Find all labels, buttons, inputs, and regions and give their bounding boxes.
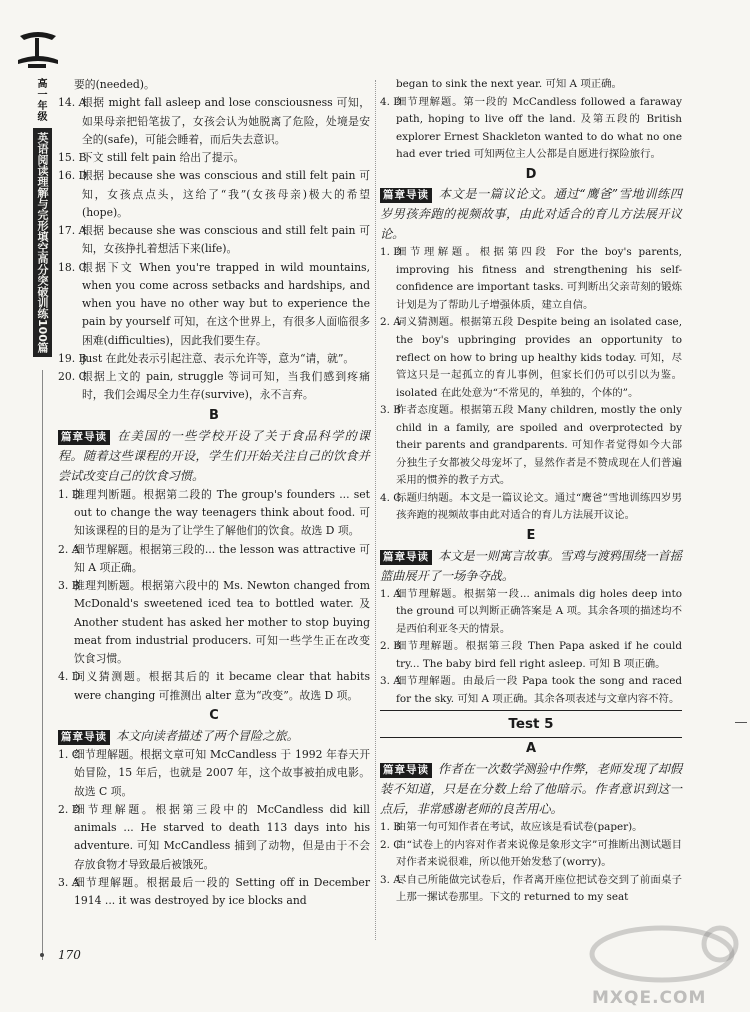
edge-mark <box>735 722 747 723</box>
answer-item <box>58 149 370 167</box>
grade-label: 高一年级 <box>35 78 46 122</box>
answer-number: 3. A <box>380 873 401 886</box>
answer-text: 细节理解题。根据第三段 Then Papa asked if he could try... The baby bird fell right asleep. 可知 B 项正确。 <box>396 640 682 670</box>
answer-number: 3. B <box>380 404 401 417</box>
answer-list-section-e <box>380 586 682 709</box>
reading-guide-badge: 篇章导读 <box>58 730 110 745</box>
answer-text: 作者态度题。根据第五段 Many children, mostly the only child in a family, are spoiled and overprotected by their parents and grandparents. 可知作者觉得如今大部分独生子女都被父母宠坏了，显然作者是不赞成现在人们普遍采用的惯养的教子方式。 <box>396 404 682 487</box>
test-heading: Test 5 <box>508 716 554 733</box>
answer-number: 16. D <box>58 169 88 183</box>
book-spine-margin <box>14 20 48 960</box>
answer-number: 1. D <box>58 487 81 501</box>
answer-text: 词义猜测题。根据第五段 Despite being an isolated case, the boy's upbringing provides an opportunity to reflect on how to bring up healthy kids today. 可知，尽管这只是一起孤立的育儿事例，但家长们仍可以引以为鉴。isolated 在此处意为“不常见的，单独的，个体的”。 <box>396 316 682 399</box>
answer-text: 细节理解题。由最后一段 Papa took the song and raced for the sky. 可知 A 项正确。其余各项表述与文章内容不符。 <box>396 675 682 705</box>
reading-guide-badge: 篇章导读 <box>380 188 432 203</box>
section-letter-d: D <box>525 166 537 182</box>
answer-text: 根据 because she was conscious and still felt pain 可知，女孩点点头，这给了“我”(女孩母亲)极大的希望(hope)。 <box>82 169 370 219</box>
answer-text: 词义猜测题。根据其后的 it became clear that habits were changing 可推测出 alter 意为“改变”。故选 D 项。 <box>74 670 370 702</box>
answer-number: 2. D <box>58 802 81 816</box>
answer-text: just 在此处表示引起注意、表示允许等，意为“请，就”。 <box>82 351 355 365</box>
reading-guide-badge: 篇章导读 <box>380 550 432 565</box>
answer-item <box>380 638 682 673</box>
answer-number: 1. A <box>380 587 401 600</box>
answer-item <box>380 402 682 490</box>
reading-guide-badge: 篇章导读 <box>380 763 432 778</box>
right-column <box>380 76 682 907</box>
intro-text: 本文是一篇议论文。通过“鹰爸”雪地训练四岁男孩奔跑的视频故事，由此对适合的育儿方法展开议论。 <box>380 187 682 242</box>
answer-number: 1. D <box>380 246 402 259</box>
answer-number: 1. C <box>58 748 80 761</box>
answer-number: 3. B <box>58 579 80 592</box>
answer-item <box>58 350 370 368</box>
section-letter-a: A <box>525 741 537 757</box>
column-divider <box>375 80 376 940</box>
answer-list-test5 <box>380 819 682 907</box>
answer-number: 4. D <box>380 95 402 108</box>
answer-text: 细节理解题。第一段的 McCandless followed a faraway path, hoping to live off the land. 及第五段的 British explorer Ernest Shackleton wanted to do what no one had ever tried 可知两位主人公都是自愿进行探险旅行。 <box>396 95 682 161</box>
answer-number: 3. A <box>58 875 80 889</box>
answer-text: 要的(needed)。 <box>74 78 155 91</box>
answer-text: 推理判断题。根据第二段的 The group's founders ... set out to change the way teenagers think about food. 可知该课程的目的是为了让学生了解他们的饮食。故选 D 项。 <box>74 487 370 538</box>
answer-item <box>380 94 682 164</box>
reading-guide-badge: 篇章导读 <box>58 430 110 445</box>
continued-text: began to sink the next year. 可知 A 项正确。 <box>396 78 622 90</box>
answer-text: 细节理解题。根据第一段... animals dig holes deep into the ground 可以判断正确答案是 A 项。其余各项的描述均不是西伯利亚冬天的情景。 <box>396 587 682 635</box>
answer-item <box>380 673 682 708</box>
test5-intro <box>380 759 682 819</box>
intro-text: 在美国的一些学校开设了关于食品科学的课程。随着这些课程的开设，学生们开始关注自己的饮食并尝试改变自己的饮食习惯。 <box>58 428 370 483</box>
answer-text: 根据 might fall asleep and lose consciousness 可知，如果母亲把铅笔拔了，女孩会认为她脱离了危险，处境是安全的(safe)，可能会睡着，而后失去意识。 <box>82 96 370 146</box>
section-letter-e: E <box>526 528 536 544</box>
answer-number: 18. C <box>58 260 87 274</box>
lamp-logo-icon <box>14 30 62 74</box>
answer-number: 4. D <box>58 670 81 684</box>
answer-item <box>58 541 370 578</box>
answer-text: 标题归纳题。本文是一篇议论文。通过“鹰爸”雪地训练四岁男孩奔跑的视频故事由此对适合的育儿方法展开议论。 <box>396 491 682 522</box>
intro-text: 作者在一次数学测验中作弊，老师发现了却假装不知道，只是在分数上给了他暗示。作者意识到这一点后，非常感谢老师的良苦用心。 <box>380 761 682 816</box>
left-column <box>58 76 370 910</box>
answer-item <box>58 668 370 705</box>
answer-item <box>380 244 682 314</box>
answer-text: 细节理解题。根据文章可知 McCandless 于 1992 年春天开始冒险，15 年后，也就是 2007 年，这个故事被拍成电影。故选 C 项。 <box>74 748 370 798</box>
answer-number: 20. C <box>58 370 87 383</box>
answer-text: 根据上文的 pain, struggle 等词可知，当我们感到疼痛时，我们会竭尽全力生存(survive)，永不言弃。 <box>82 370 370 402</box>
answer-number: 2. A <box>380 316 401 329</box>
answer-number: 4. C <box>380 491 402 504</box>
answer-text: 根据下文 When you're trapped in wild mountains, when you come across setbacks and hardships, and when you have no other way but to experience the pain by yourself 可知，在这个世界上，有很多人面临很多困难(difficulties)，因此我们要生存。 <box>82 260 370 347</box>
answer-text: 下文 still felt pain 给出了提示。 <box>82 151 245 164</box>
answer-item <box>58 874 370 911</box>
test-divider-top <box>380 710 682 711</box>
answer-list-section-d <box>380 244 682 525</box>
answer-item <box>58 486 370 541</box>
intro-text: 本文向读者描述了两个冒险之旅。 <box>116 729 299 743</box>
test-divider-bottom <box>380 737 682 738</box>
answer-number: 17. A <box>58 224 87 237</box>
section-letter-b: B <box>209 407 219 423</box>
section-d-intro <box>380 184 682 244</box>
watermark <box>552 918 748 1012</box>
answer-item <box>58 801 370 874</box>
answer-text: 根据 because she was conscious and still felt pain 可知，女孩挣扎着想活下来(life)。 <box>82 224 370 256</box>
answer-number: 2. C <box>380 838 402 851</box>
answer-item <box>380 314 682 402</box>
answer-number: 3. A <box>380 675 401 688</box>
answer-item <box>380 872 682 907</box>
watermark-logo-icon <box>552 918 748 988</box>
answer-text: 尽自己所能做完试卷后，作者离开座位把试卷交到了前面桌子上那一摞试卷那里。下文的 returned to my seat <box>396 873 682 904</box>
answer-item <box>58 94 370 149</box>
answer-text: 细节理解题。根据最后一段的 Setting off in December 1914 ... it was destroyed by ice blocks and <box>74 875 370 907</box>
answer-number: 2. B <box>380 640 401 653</box>
section-letter-c: C <box>209 707 219 723</box>
answer-text: 由第一句可知作者在考试，故应该是看试卷(paper)。 <box>396 820 643 833</box>
answer-item <box>380 837 682 872</box>
answer-number: 19. B <box>58 351 87 365</box>
answer-list-part-a <box>58 76 370 405</box>
answer-item <box>58 577 370 668</box>
answer-item <box>58 259 370 350</box>
answer-item <box>58 746 370 801</box>
answer-list-section-c <box>58 746 370 910</box>
answer-item <box>380 490 682 525</box>
answer-item <box>58 222 370 259</box>
answer-list-section-b <box>58 486 370 705</box>
section-b-intro <box>58 426 370 486</box>
answer-item <box>380 586 682 639</box>
page-dot <box>40 953 44 957</box>
answer-text: 由“试卷上的内容对作者来说像是象形文字”可推断出测试题目对作者来说很难，所以他开始发愁了(worry)。 <box>396 838 682 869</box>
intro-text: 本文是一则寓言故事。雪鸡与渡鸦围绕一首摇篮曲展开了一场争夺战。 <box>380 548 682 583</box>
answer-text: 细节理解题。根据第三段的... the lesson was attractive 可知 A 项正确。 <box>74 542 370 574</box>
answer-text: 细节理解题。根据第四段 For the boy's parents, improving his fitness and strengthening his self-confidence are important tasks. 可判断出父亲苛刻的锻炼计划是为了帮助儿子增强体质，建立自信。 <box>396 246 682 311</box>
answer-number: 15. B <box>58 151 87 164</box>
answer-item <box>58 368 370 405</box>
answer-item <box>58 167 370 222</box>
margin-line <box>42 370 43 960</box>
answer-item <box>380 819 682 837</box>
section-e-intro <box>380 546 682 586</box>
answer-number: 14. A <box>58 96 87 110</box>
section-c-intro <box>58 726 370 746</box>
answer-number: 1. B <box>380 820 401 833</box>
answer-number: 2. A <box>58 542 80 556</box>
answer-text: 推理判断题。根据第六段中的 Ms. Newton changed from McDonald's sweetened iced tea to bottled water. 及 Another student has asked her mother to stop buying meat from industrial producers. 可知一些学生正在改变饮食习惯。 <box>74 579 370 665</box>
book-title-vertical: 英语阅读理解与完形填空高分突破训练100篇 <box>33 128 52 357</box>
answer-text: 细节理解题。根据第三段中的 McCandless did kill animals ... He starved to death 113 days into his adventure. 可知 McCandless 捕到了动物，但是由于不会存放食物才导致最后被饿死。 <box>74 802 370 871</box>
watermark-text: MXQE.COM <box>592 988 707 1008</box>
page-number: 170 <box>58 948 81 962</box>
answer-item <box>58 76 370 94</box>
